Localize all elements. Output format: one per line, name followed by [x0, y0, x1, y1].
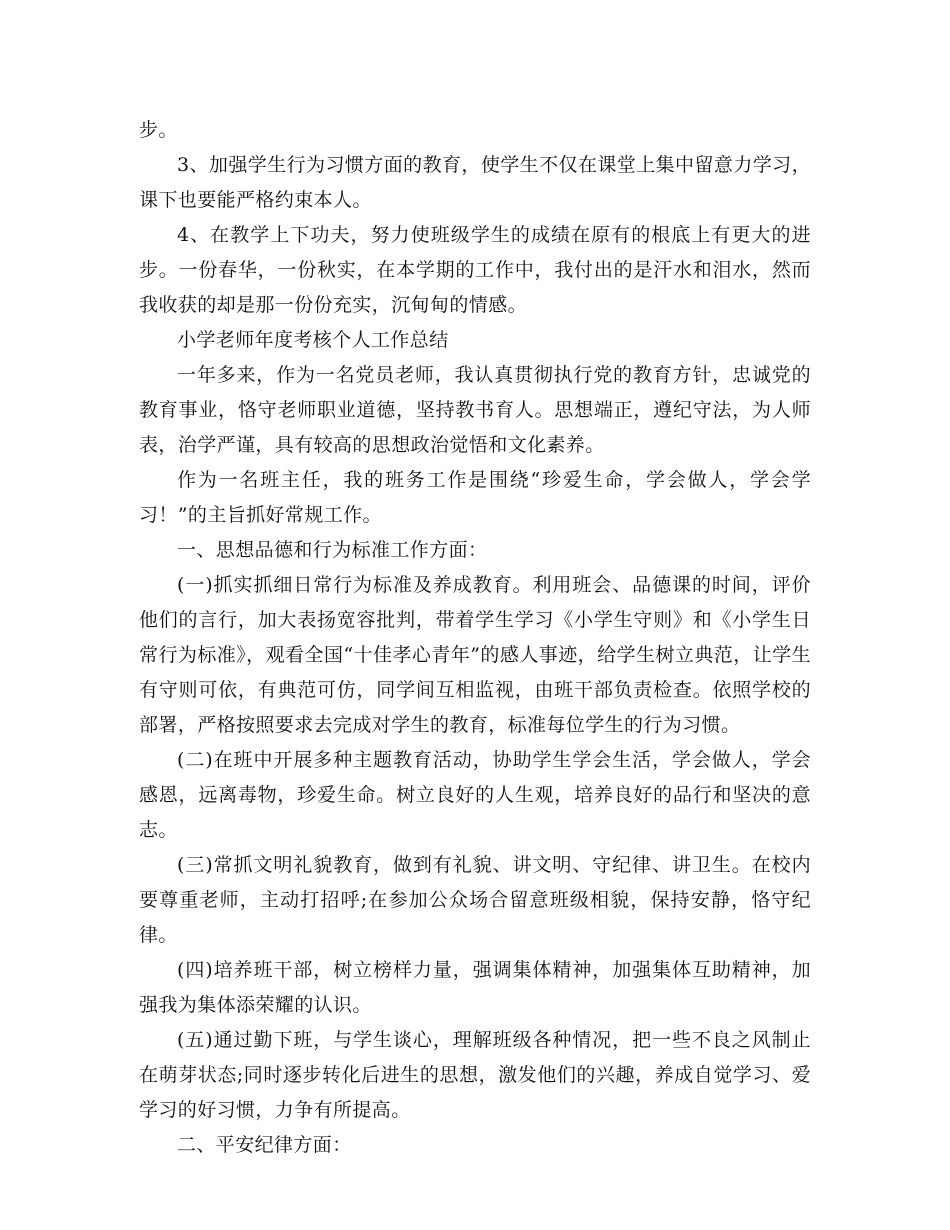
paragraph: 3、加强学生行为习惯方面的教育，使学生不仅在课堂上集中留意力学习，课下也要能严格约束本人。: [139, 154, 811, 211]
paragraph: (五)通过勤下班，与学生谈心，理解班级各种情况，把一些不良之风制止在萌芽状态;同时逐步转化后进生的思想，激发他们的兴趣，养成自觉学习、爱学习的好习惯，力争有所提高。: [139, 1029, 811, 1121]
paragraph: (四)培养班干部，树立榜样力量，强调集体精神，加强集体互助精神，加强我为集体添荣耀的认识。: [139, 959, 811, 1016]
paragraph: 一年多来，作为一名党员老师，我认真贯彻执行党的教育方针，忠诚党的教育事业，恪守老师职业道德，坚持教书育人。思想端正，遵纪守法，为人师表，治学严谨，具有较高的思想政治觉悟和文化素养。: [139, 364, 811, 456]
paragraph: 4、在教学上下功夫，努力使班级学生的成绩在原有的根底上有更大的进步。一份春华，一份秋实，在本学期的工作中，我付出的是汗水和泪水，然而我收获的却是那一份份充实，沉甸甸的情感。: [139, 224, 811, 316]
paragraph: (三)常抓文明礼貌教育，做到有礼貌、讲文明、守纪律、讲卫生。在校内要尊重老师，主动打招呼;在参加公众场合留意班级相貌，保持安静，恪守纪律。: [139, 854, 811, 946]
paragraph: 小学老师年度考核个人工作总结: [177, 329, 449, 351]
paragraph: 二、平安纪律方面：: [177, 1134, 352, 1156]
paragraph: 作为一名班主任，我的班务工作是围绕“珍爱生命，学会做人，学会学习！”的主旨抓好常规工作。: [139, 469, 811, 526]
paragraph: (一)抓实抓细日常行为标准及养成教育。利用班会、品德课的时间，评价他们的言行，加大表扬宽容批判，带着学生学习《小学生守则》和《小学生日常行为标准》，观看全国“十佳孝心青年”的感人事迹，给学生树立典范，让学生有守则可依，有典范可仿，同学间互相监视，由班干部负责检查。依照学校的部署，严格按照要求去完成对学生的教育，标准每位学生的行为习惯。: [139, 574, 811, 736]
paragraph: (二)在班中开展多种主题教育活动，协助学生学会生活，学会做人，学会感恩，远离毒物，珍爱生命。树立良好的人生观，培养良好的品行和坚决的意志。: [139, 749, 811, 841]
document-body: [139, 113, 811, 1163]
paragraph: 步。: [139, 119, 178, 141]
paragraph: 一、思想品德和行为标准工作方面：: [177, 539, 488, 561]
